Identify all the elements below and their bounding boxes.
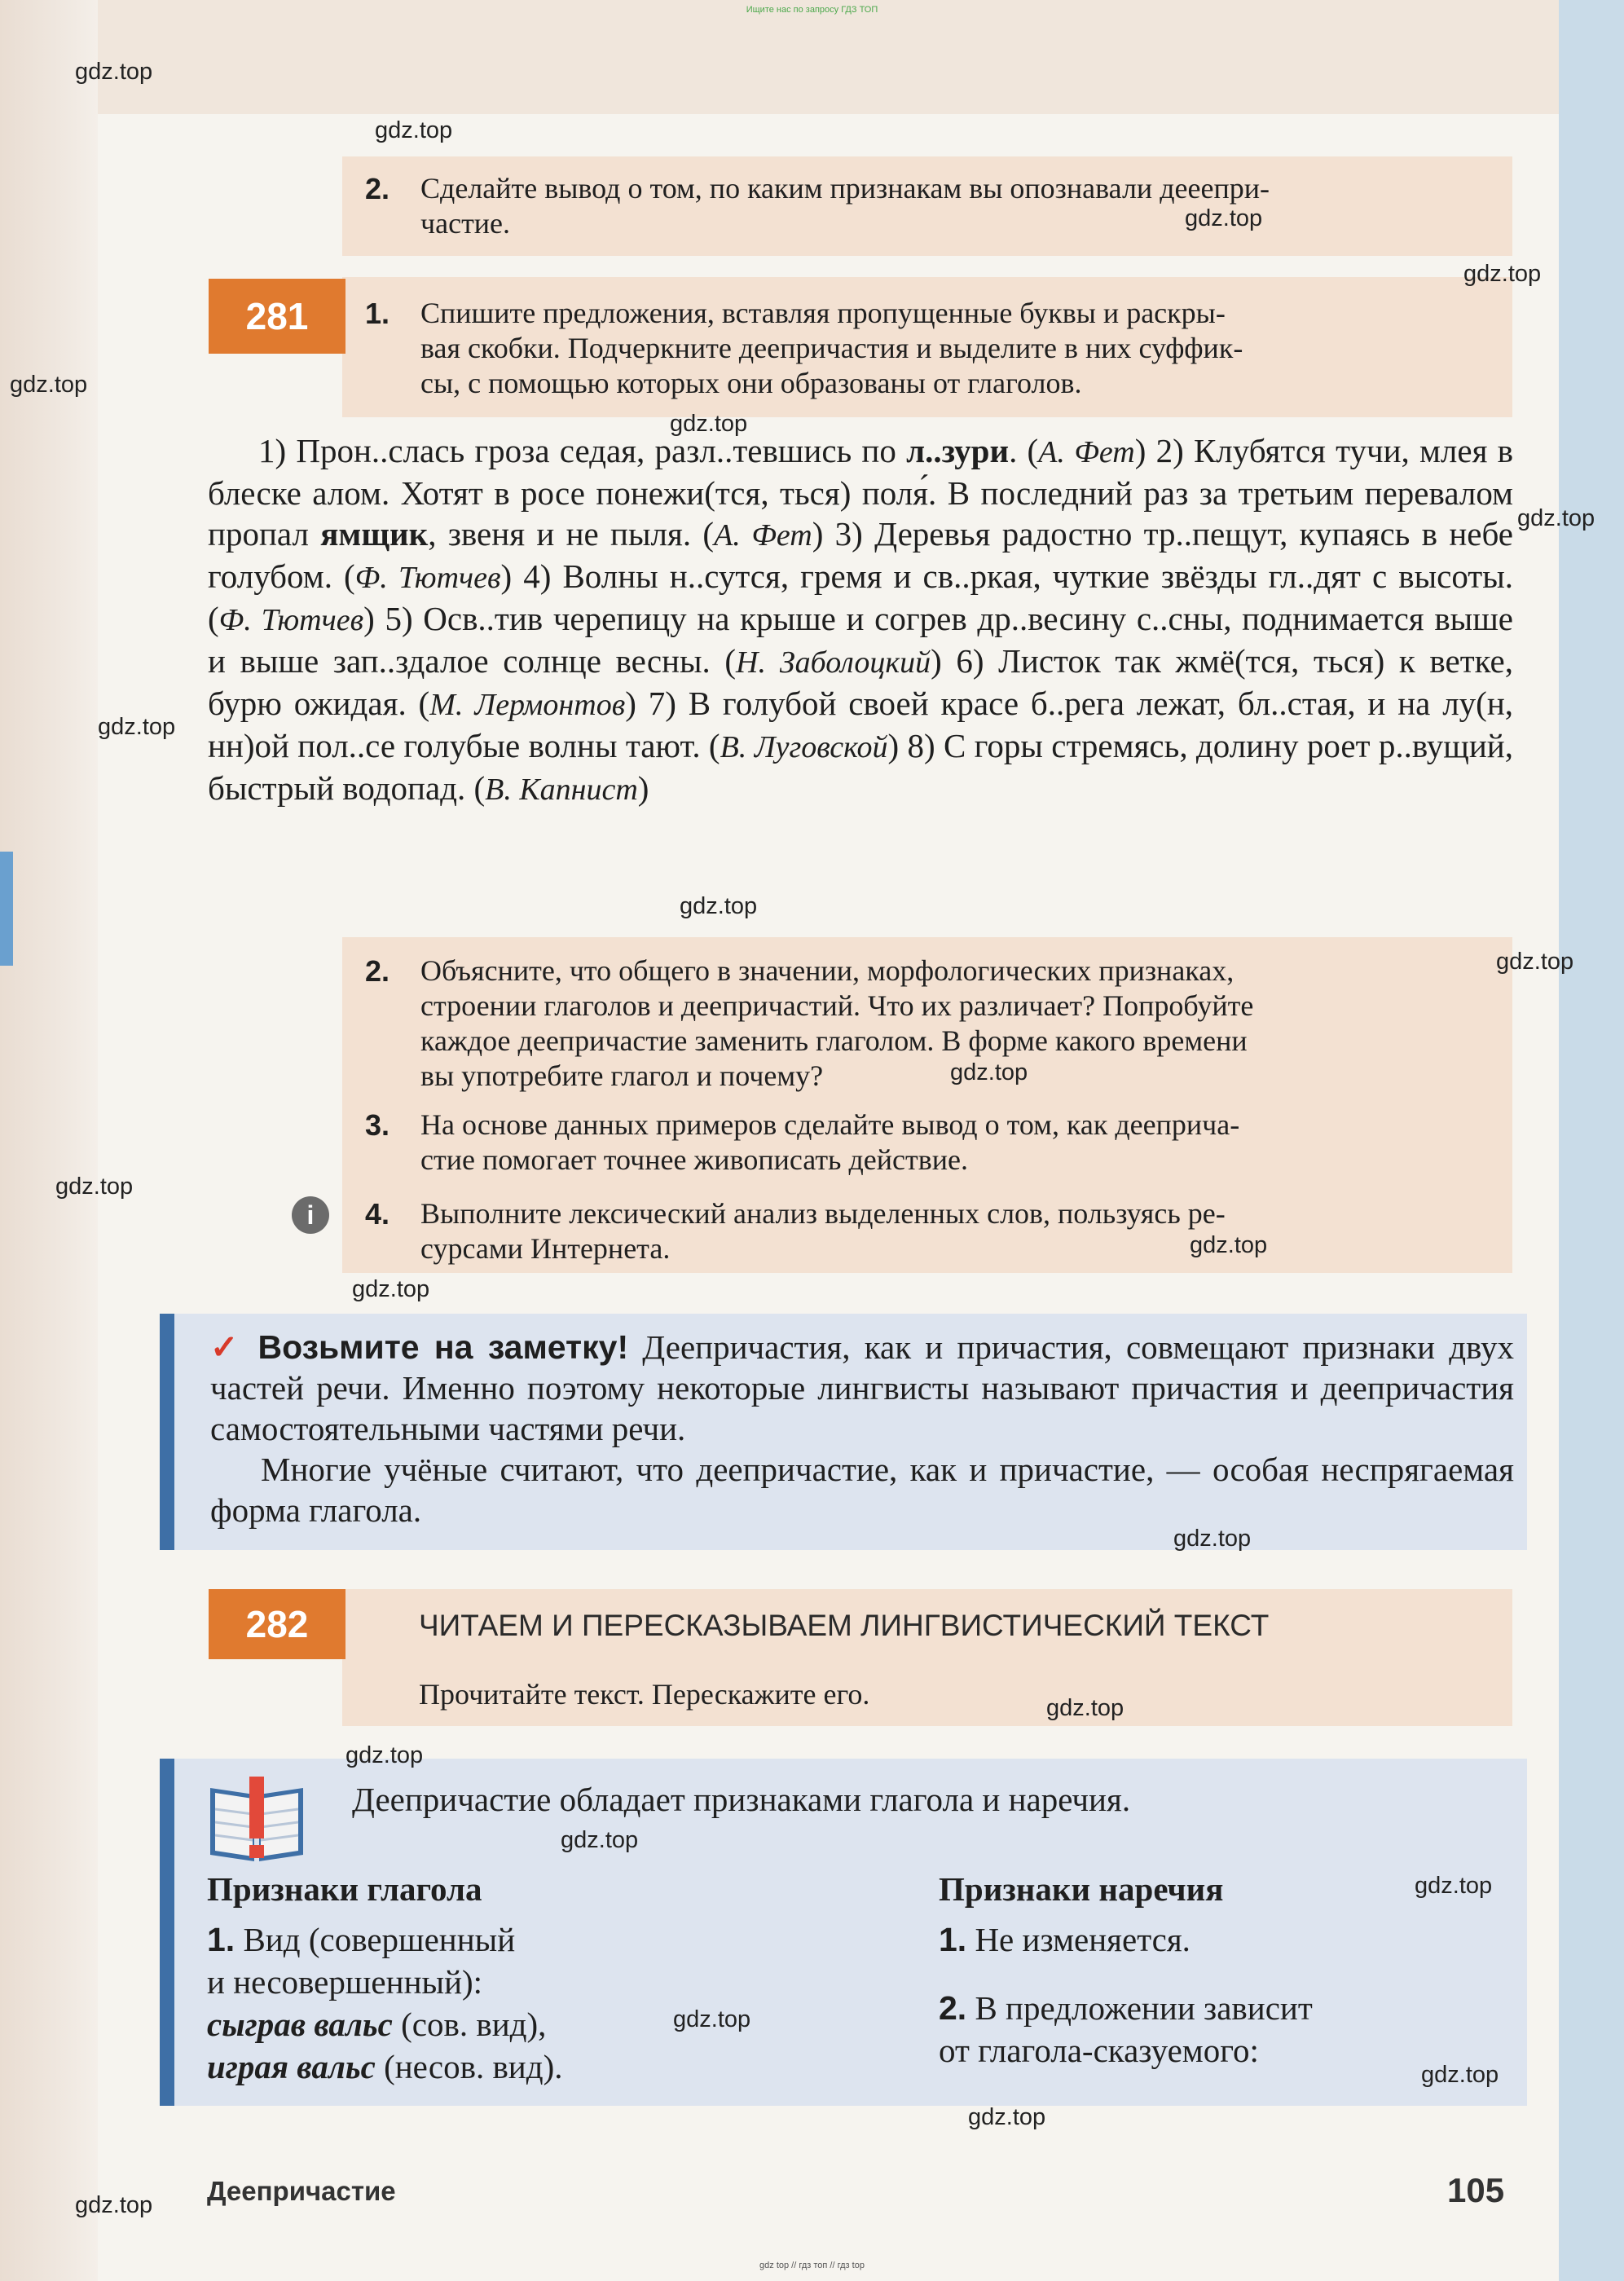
top-note: Ищите нас по запросу ГДЗ ТОП [746,5,878,15]
item-line: Объясните, что общего в значении, морфологических признаках, [420,954,1235,987]
verb-item-text-cont: и несовершенный): [207,1963,483,2001]
adverb-item-text-cont: от глагола-сказуемого: [939,2032,1259,2069]
note-heading: Возьмите на заметку! [257,1328,629,1366]
item-line: На основе данных примеров сделайте вывод о том, как дееприча- [420,1108,1240,1141]
left-blue-tab [0,852,13,966]
item-line: сы, с помощью которых они образованы от глаголов. [420,367,1082,399]
item-line: строении глаголов и деепричастий. Что их различает? Попробуйте [420,989,1254,1022]
item-number: 1. [365,297,390,330]
item-line: вая скобки. Подчеркните деепричастия и выделите в них суффик- [420,332,1243,364]
verb-features-heading: Признаки глагола [207,1870,482,1908]
watermark: gdz.top [375,117,453,143]
checkmark-icon: ✓ [210,1328,244,1366]
watermark: gdz.top [1173,1526,1252,1552]
adverb-item-text: Не изменяется. [975,1921,1190,1958]
example-imperfective: играя вальс [207,2048,376,2085]
item-line: Спишите предложения, вставляя пропущенные буквы и раскры- [420,297,1226,329]
watermark: gdz.top [968,2104,1046,2130]
watermark: gdz.top [10,372,88,398]
adverb-item-number: 1. [939,1921,967,1958]
watermark: gdz.top [75,59,153,85]
watermark: gdz.top [1463,261,1542,287]
watermark: gdz.top [673,2006,751,2032]
watermark: gdz.top [670,411,748,437]
sentences-paragraph: 1) Прон..слась гроза седая, разл..тевшись по л..зури. (А. Фет) 2) Клубятся тучи, млея в блеске алом. Хотят в росе понежи(тся, ться) поля́. В последний раз за третьим перевалом пропал ямщик, звеня и не пыля. (А. Фет) 3) Деревья радостно тр..пещут, купаясь в небе голубом. (Ф. Тютчев) 4) Волны н..сутся, гремя и св..ркая, чуткие звёзды гл..дят с высоты. (Ф. Тютчев) 5) Осв..тив черепицу на крыше и согрев др..весину с..сны, поднимается выше и выше зап..здалое солнце весны. (Н. Заболоцкий) 6) Листок так жмё(тся, ться) к ветке, бурю ожидая. (М. Лермонтов) 7) В голубой своей красе б..рега лежат, бл..стая, и на лу(н, нн)ой пол..се голубые волны тают. (В. Луговской) 8) С горы стремясь, долину роет р..вущий, быстрый водопад. (В. Капнист) [208,432,1514,807]
watermark: gdz.top [352,1276,430,1302]
task-282-number: 282 [209,1589,345,1659]
adverb-item-number: 2. [939,1989,967,2027]
watermark: gdz.top [680,893,758,919]
watermark: gdz.top [1190,1232,1268,1258]
note-paragraph-2: Многие учёные считают, что деепричастие, как и причастие, — особая неспрягаемая форма глагола. [210,1451,1514,1529]
item-line: вы употребите глагол и почему? [420,1059,824,1092]
watermark: gdz.top [98,714,176,740]
adverb-item-text: В предложении зависит [975,1989,1313,2027]
footer-section-title: Деепричастие [207,2176,396,2206]
item-line: Выполните лексический анализ выделенных слов, пользуясь ре- [420,1197,1226,1230]
example-imperfective-note: (несов. вид). [384,2048,563,2085]
example-perfective: сыграв вальс [207,2006,393,2043]
note-paragraph-1: Деепричастия, как и причастия, совмещают признаки двух частей речи. Именно поэтому некоторые лингвисты называют причастия и деепричастия самостоятельными частями речи. [210,1328,1515,1447]
item-number: 4. [365,1197,390,1231]
item-number: 2. [365,954,390,988]
page-number: 105 [1447,2171,1505,2209]
watermark: gdz.top [55,1174,134,1200]
take-note-text [210,1327,1514,1530]
internet-info-icon: i [292,1196,329,1234]
bottom-note: gdz top // гдз топ // гдз top [759,2261,865,2270]
item-line: частие. [420,207,511,240]
left-binding-margin [0,0,98,2281]
top-shaded-strip [0,0,1624,114]
watermark: gdz.top [1415,1873,1493,1899]
right-blue-edge [1559,0,1624,2281]
verb-item-text: Вид (совершенный [243,1921,516,1958]
exercise-sentences [208,430,1513,810]
item-line: сурсами Интернета. [420,1232,671,1265]
watermark: gdz.top [1496,949,1574,975]
watermark: gdz.top [1421,2062,1499,2088]
item-line: Сделайте вывод о том, по каким признакам вы опознавали дееепри- [420,172,1270,205]
task-281-number: 281 [209,279,345,354]
watermark: gdz.top [1517,505,1595,531]
adverb-features-list [939,1918,1477,2072]
task-282-instruction: Прочитайте текст. Перескажите его. [419,1678,870,1711]
watermark: gdz.top [345,1742,424,1768]
verb-item-number: 1. [207,1921,235,1958]
example-perfective-note: (сов. вид), [401,2006,547,2043]
item-line: стие помогает точнее живописать действие. [420,1143,968,1176]
watermark: gdz.top [561,1827,639,1853]
watermark: gdz.top [1185,205,1263,231]
item-number: 3. [365,1108,390,1142]
verb-features-list [207,1918,728,2088]
task-282-title: ЧИТАЕМ И ПЕРЕСКАЗЫВАЕМ ЛИНГВИСТИЧЕСКИЙ ТЕКСТ [419,1609,1270,1642]
item-number: 2. [365,172,390,205]
book-exclamation-icon [207,1777,306,1863]
item-line: каждое деепричастие заменить глаголом. В форме какого времени [420,1024,1248,1057]
watermark: gdz.top [75,2192,153,2218]
rule-statement: Деепричастие обладает признаками глагола и наречия. [352,1781,1131,1818]
watermark: gdz.top [1046,1695,1124,1721]
watermark: gdz.top [950,1059,1028,1085]
adverb-features-heading: Признаки наречия [939,1870,1224,1908]
